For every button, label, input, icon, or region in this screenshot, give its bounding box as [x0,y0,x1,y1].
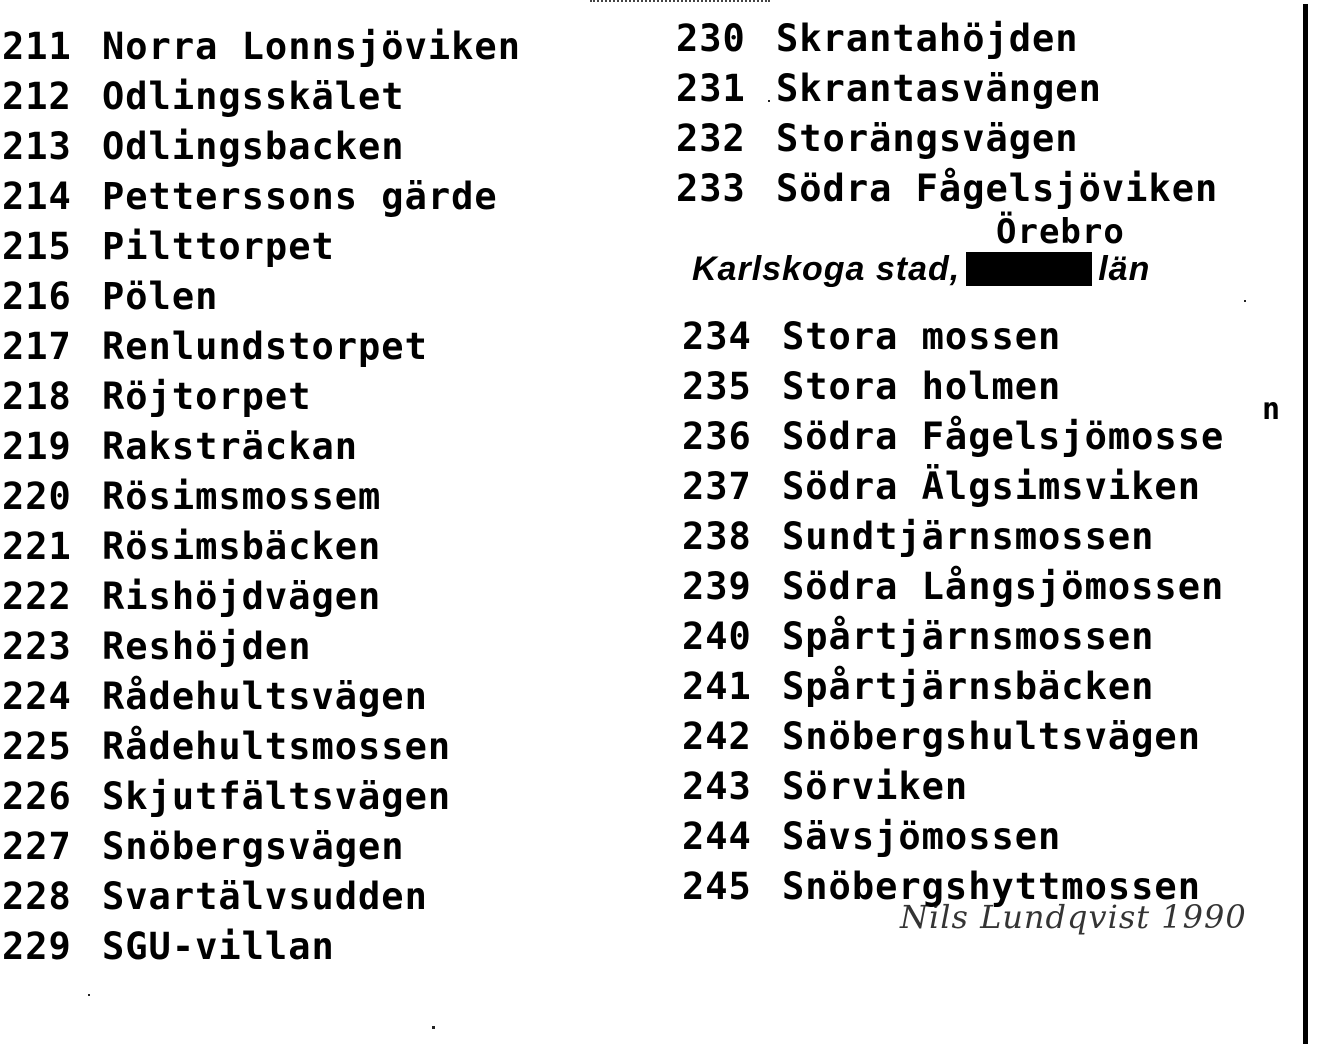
redaction-bar [966,252,1092,286]
entry-number: 242 [682,715,752,758]
list-item [2,522,521,572]
entry-name: Pölen [102,275,219,318]
entry-name: Röjtorpet [102,375,312,418]
entry-number: 212 [2,75,72,118]
heading-prefix: Karlskoga stad, [692,250,961,288]
entry-number: 234 [682,315,752,358]
entry-number: 230 [676,17,746,60]
entry-name: Renlundstorpet [102,325,428,368]
entry-name: Spårtjärnsmossen [782,615,1155,658]
entry-name: Rådehultsvägen [102,675,428,718]
entry-number: 226 [2,775,72,818]
list-item [676,114,1218,164]
list-item [682,412,1224,462]
right-margin-rule [1303,4,1308,1044]
entry-number: 229 [2,925,72,968]
entry-number: 245 [682,865,752,908]
entry-number: 228 [2,875,72,918]
list-item [2,772,521,822]
list-item [2,672,521,722]
entry-number: 220 [2,475,72,518]
entry-name: Rösimsmossem [102,475,382,518]
entry-number: 231 [676,67,746,110]
entry-number: 227 [2,825,72,868]
entry-name: Sundtjärnsmossen [782,515,1155,558]
entry-number: 235 [682,365,752,408]
list-item [2,922,521,972]
list-item [682,312,1224,362]
list-item [2,172,521,222]
list-item [2,822,521,872]
list-item [682,462,1224,512]
list-item [682,512,1224,562]
entry-number: 224 [2,675,72,718]
list-item [682,812,1224,862]
entry-number: 237 [682,465,752,508]
entry-name: Reshöjden [102,625,312,668]
list-item [682,762,1224,812]
entry-name: Odlingsbacken [102,125,405,168]
list-item [682,362,1224,412]
entry-number: 215 [2,225,72,268]
entry-name: Stora mossen [782,315,1062,358]
entry-number: 233 [676,167,746,210]
entry-number: 222 [2,575,72,618]
entry-number: 240 [682,615,752,658]
entry-name: Stora holmen [782,365,1062,408]
entry-number: 213 [2,125,72,168]
entry-number: 214 [2,175,72,218]
entry-name: Skrantasvängen [776,67,1102,110]
entry-number: 221 [2,525,72,568]
entry-name: Pilttorpet [102,225,335,268]
list-item [676,164,1218,214]
list-item [2,472,521,522]
list-item [2,222,521,272]
entry-name: Södra Fågelsjöviken [776,167,1219,210]
list-item [682,712,1224,762]
list-item [2,22,521,72]
entry-name: Spårtjärnsbäcken [782,665,1155,708]
list-item [2,272,521,322]
entry-number: 216 [2,275,72,318]
list-item [2,72,521,122]
entry-name: Rådehultsmossen [102,725,452,768]
list-item [2,372,521,422]
entry-name: Södra Långsjömossen [782,565,1225,608]
entry-number: 239 [682,565,752,608]
entry-number: 218 [2,375,72,418]
entry-name: Skjutfältsvägen [102,775,452,818]
top-dotted-mark [590,0,770,5]
list-item [2,122,521,172]
section-heading [692,250,1150,289]
entry-number: 236 [682,415,752,458]
entry-number: 219 [2,425,72,468]
overtyped-county-name: Örebro [996,212,1125,252]
list-item [682,662,1224,712]
list-item [676,14,1218,64]
list-item [2,872,521,922]
stray-typed-letter: n [1262,392,1281,427]
entry-name: Petterssons gärde [102,175,498,218]
right-column-top-list [676,14,1218,214]
list-item [2,572,521,622]
entry-name: Odlingsskälet [102,75,405,118]
entry-name: Sävsjömossen [782,815,1062,858]
entry-number: 243 [682,765,752,808]
entry-name: SGU-villan [102,925,335,968]
entry-name: Snöbergshyttmossen [782,865,1201,908]
list-item [2,422,521,472]
entry-number: 244 [682,815,752,858]
scan-speck [1244,300,1246,302]
entry-number: 225 [2,725,72,768]
entry-name: Snöbergshultsvägen [782,715,1201,758]
entry-number: 211 [2,25,72,68]
entry-number: 238 [682,515,752,558]
entry-name: Södra Älgsimsviken [782,465,1201,508]
list-item [2,622,521,672]
list-item [676,64,1218,114]
entry-name: Storängsvägen [776,117,1079,160]
entry-name: Snöbergsvägen [102,825,405,868]
entry-name: Rösimsbäcken [102,525,382,568]
entry-name: Norra Lonnsjöviken [102,25,521,68]
entry-name: Svartälvsudden [102,875,428,918]
heading-suffix: län [1098,250,1151,288]
entry-number: 232 [676,117,746,160]
entry-name: Rishöjdvägen [102,575,382,618]
entry-number: 223 [2,625,72,668]
left-column-list [2,22,521,972]
list-item [682,562,1224,612]
entry-name: Sörviken [782,765,969,808]
entry-name: Södra Fågelsjömosse [782,415,1225,458]
right-column-bottom-list [682,312,1224,912]
scan-speck [768,100,770,102]
entry-number: 241 [682,665,752,708]
list-item [2,322,521,372]
entry-number: 217 [2,325,72,368]
scan-speck [88,994,90,996]
list-item [682,612,1224,662]
scan-speck [432,1026,435,1029]
list-item [2,722,521,772]
entry-name: Skrantahöjden [776,17,1079,60]
entry-name: Raksträckan [102,425,359,468]
handwritten-signature: Nils Lundqvist 1990 [900,898,1247,936]
